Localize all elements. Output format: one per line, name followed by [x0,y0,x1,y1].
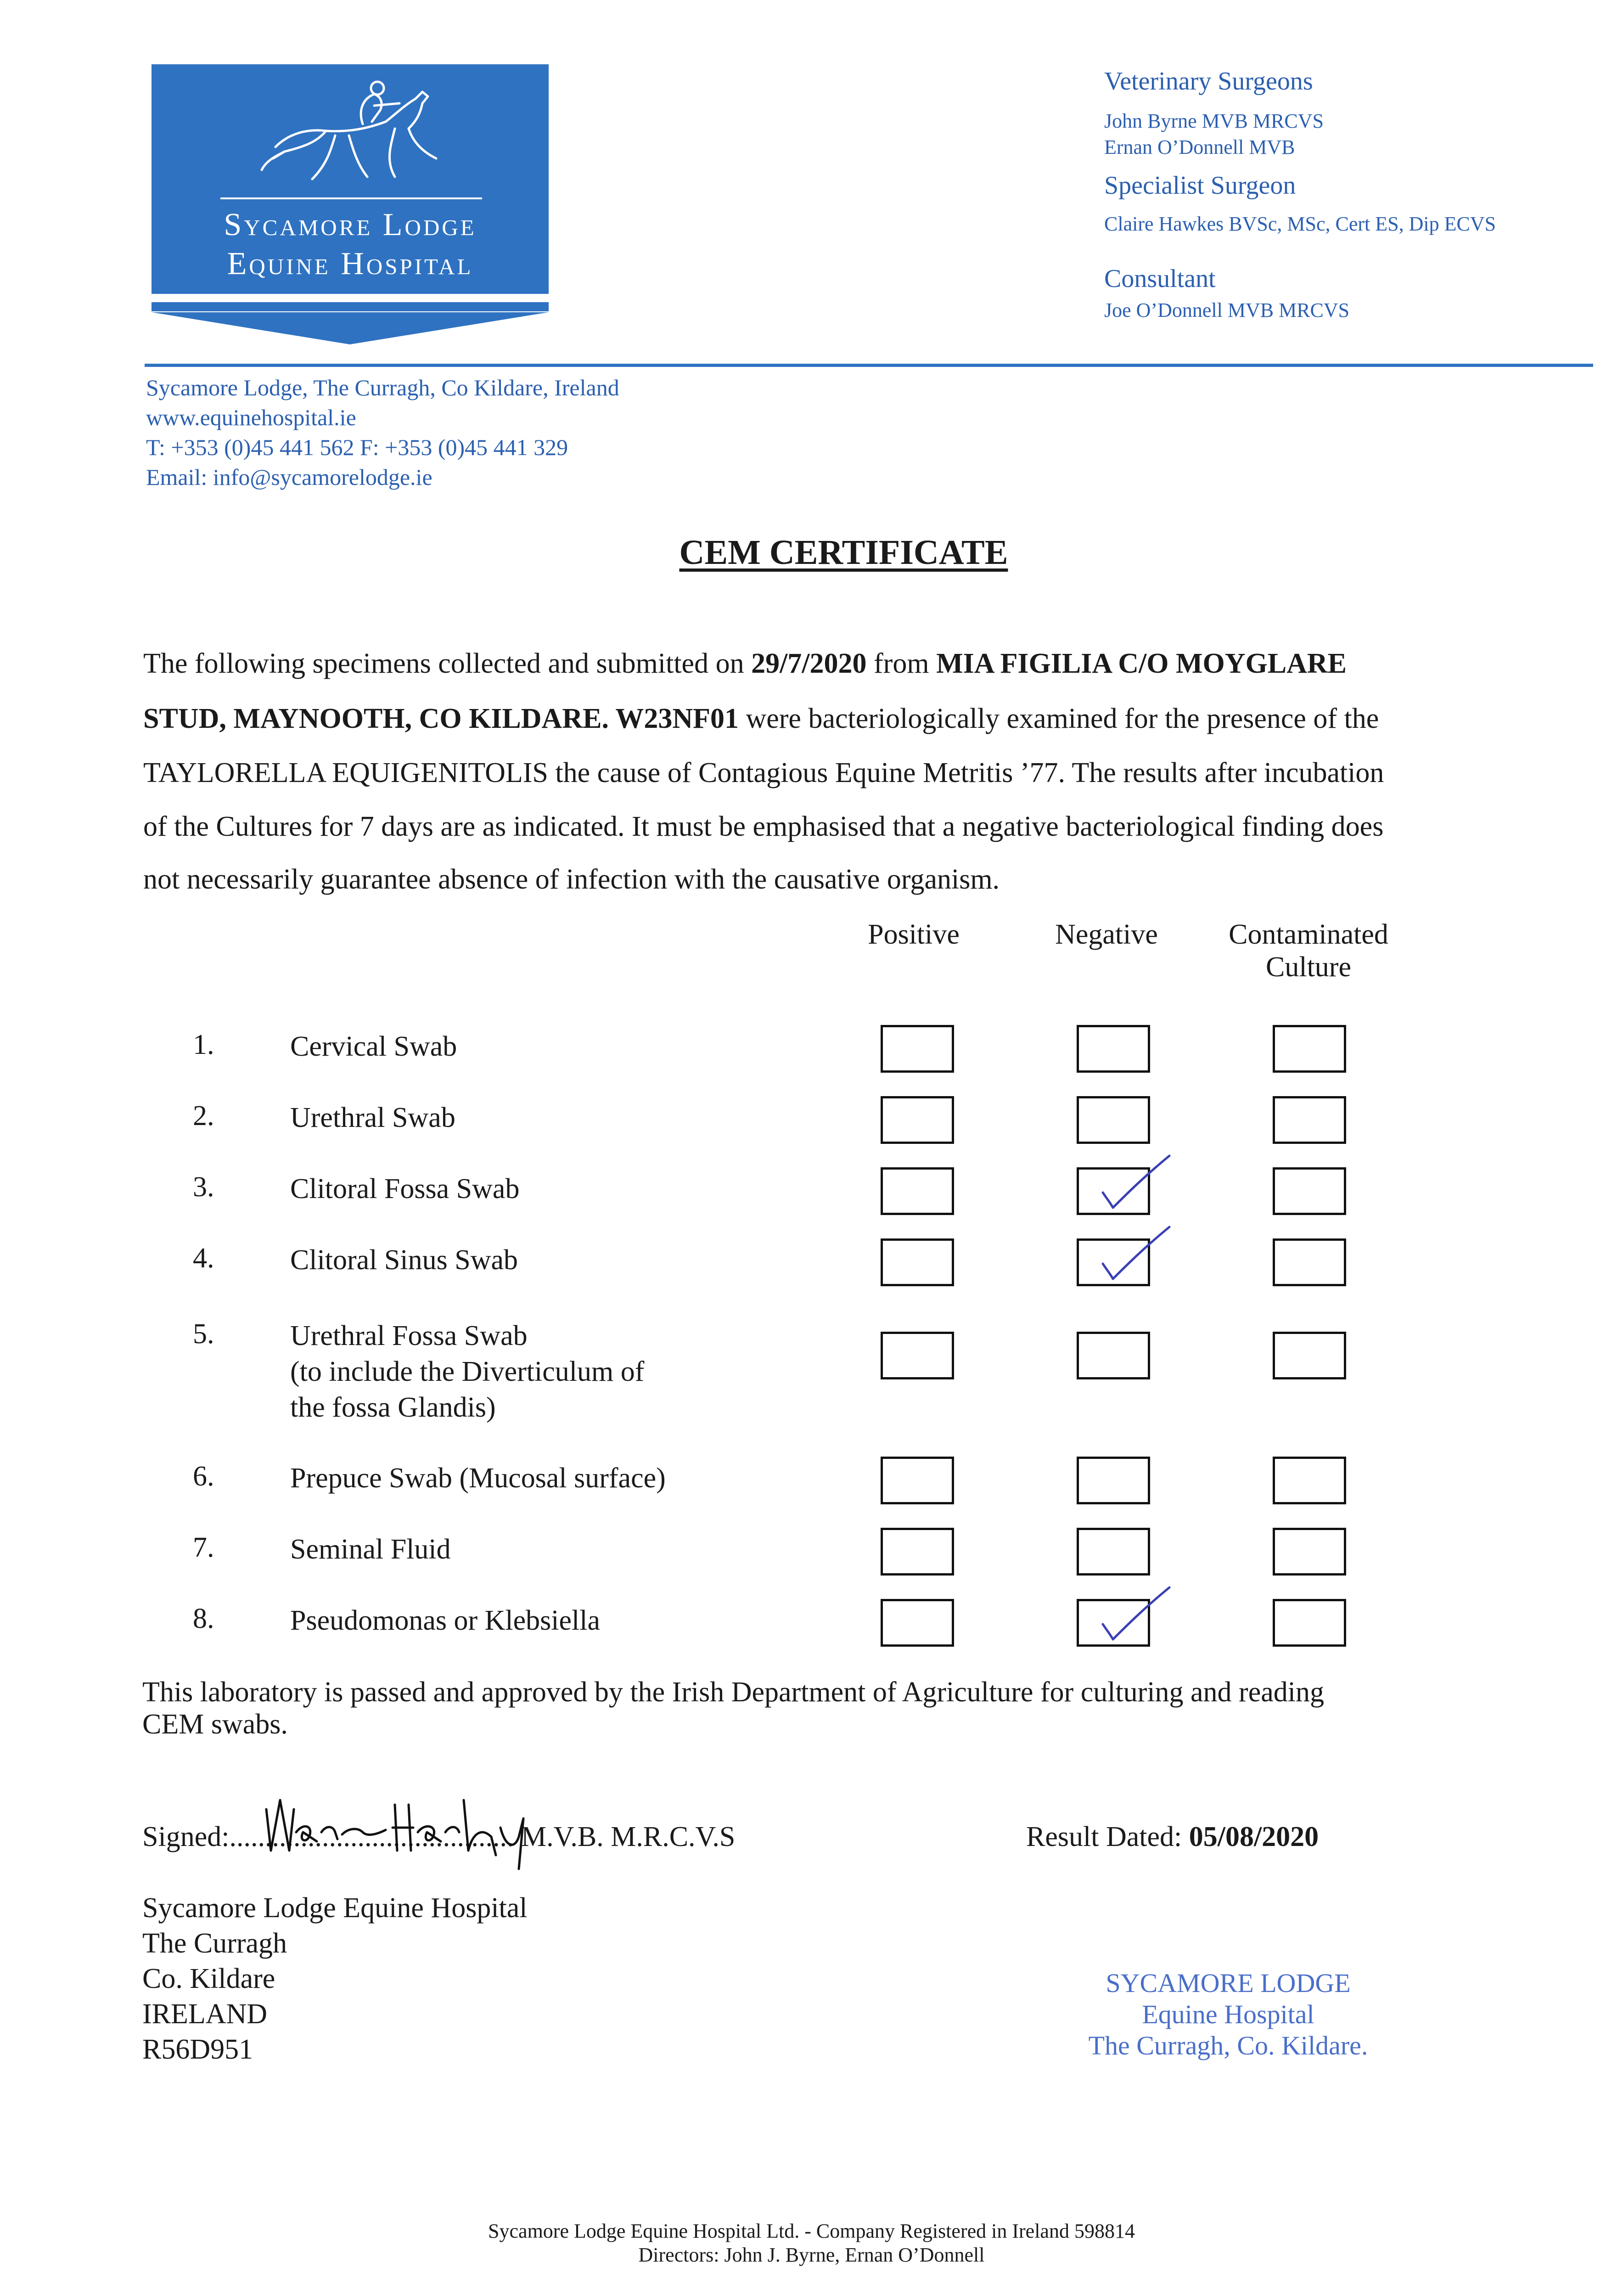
row-number: 4. [193,1243,214,1274]
positive-checkbox[interactable] [881,1238,954,1286]
specimen-label: Cervical Swab [290,1031,457,1062]
stamp-line: The Curragh, Co. Kildare. [1088,2031,1368,2060]
postal-line: IRELAND [142,1998,268,2030]
handwritten-signature [253,1782,574,1874]
positive-checkbox[interactable] [881,1025,954,1073]
header-divider [145,364,1593,367]
positive-checkbox[interactable] [881,1167,954,1215]
negative-checkbox[interactable] [1077,1167,1150,1215]
positive-checkbox[interactable] [881,1457,954,1504]
row-number: 1. [193,1029,214,1060]
intro-line-4: of the Cultures for 7 days are as indicated. It must be emphasised that a negative bacteriological finding does [143,811,1384,842]
row-number: 3. [193,1171,214,1203]
row-number: 7. [193,1532,214,1563]
row-number: 2. [193,1100,214,1131]
negative-checkbox[interactable] [1077,1457,1150,1504]
intro-line-1: The following specimens collected and submitted on 29/7/2020 from MIA FIGILIA C/O MOYGLARE [143,648,1347,679]
stamp-line: SYCAMORE LODGE [1106,1968,1351,1998]
specimen-label: Urethral Swab [290,1102,455,1133]
vet-1: John Byrne MVB MRCVS [1104,110,1324,132]
address-line: Sycamore Lodge, The Curragh, Co Kildare, Ireland [146,375,619,400]
postal-line: Sycamore Lodge Equine Hospital [142,1892,528,1924]
footer-line-1: Sycamore Lodge Equine Hospital Ltd. - Company Registered in Ireland 598814 [488,2220,1135,2242]
negative-checkbox[interactable] [1077,1096,1150,1144]
column-positive: Positive [868,919,960,950]
approval-line-1: This laboratory is passed and approved by the Irish Department of Agriculture for culturing and reading [142,1677,1324,1708]
contaminated-checkbox[interactable] [1273,1096,1346,1144]
positive-checkbox[interactable] [881,1332,954,1379]
logo-line-1: Sycamore Lodge [224,207,477,242]
phone-fax: T: +353 (0)45 441 562 F: +353 (0)45 441 329 [146,434,568,460]
positive-checkbox[interactable] [881,1096,954,1144]
specimen-label: Urethral Fossa Swab [290,1320,528,1351]
check-mark-icon [1075,1225,1172,1294]
negative-checkbox[interactable] [1077,1025,1150,1073]
specimen-label: Prepuce Swab (Mucosal surface) [290,1463,666,1494]
hospital-logo [152,64,549,294]
column-contaminated: Contaminated Culture [1229,919,1388,983]
negative-checkbox[interactable] [1077,1238,1150,1286]
specimen-label: (to include the Diverticulum of [290,1356,645,1387]
column-negative: Negative [1055,919,1158,950]
negative-checkbox[interactable] [1077,1599,1150,1647]
contaminated-checkbox[interactable] [1273,1332,1346,1379]
logo-line-2: Equine Hospital [227,246,473,281]
vet-2: Ernan O’Donnell MVB [1104,136,1295,158]
consultant-heading: Consultant [1104,264,1216,293]
negative-checkbox[interactable] [1077,1332,1150,1379]
specialist-heading: Specialist Surgeon [1104,171,1296,200]
contaminated-checkbox[interactable] [1273,1599,1346,1647]
stamp-line: Equine Hospital [1142,1999,1314,2029]
intro-line-2: STUD, MAYNOOTH, CO KILDARE. W23NF01 were bacteriologically examined for the presence of the [143,703,1379,734]
row-number: 6. [193,1461,214,1492]
check-mark-icon [1075,1585,1172,1654]
positive-checkbox[interactable] [881,1528,954,1576]
certificate-title: CEM CERTIFICATE [679,533,1008,572]
website: www.equinehospital.ie [146,405,356,430]
specimen-label: the fossa Glandis) [290,1392,496,1423]
signed-line: Signed:........................................ M.V.B. M.R.C.V.S [142,1821,736,1852]
footer-line-2: Directors: John J. Byrne, Ernan O’Donnell [638,2244,985,2266]
specimen-label: Seminal Fluid [290,1534,451,1565]
contaminated-checkbox[interactable] [1273,1167,1346,1215]
specimen-label: Clitoral Sinus Swab [290,1244,518,1276]
consultant-name: Joe O’Donnell MVB MRCVS [1104,299,1350,321]
vets-heading: Veterinary Surgeons [1104,67,1313,96]
contaminated-checkbox[interactable] [1273,1457,1346,1504]
contaminated-checkbox[interactable] [1273,1238,1346,1286]
specimen-label: Clitoral Fossa Swab [290,1173,520,1204]
intro-line-3: TAYLORELLA EQUIGENITOLIS the cause of Contagious Equine Metritis ’77. The results after incubation [143,757,1384,788]
intro-line-5: not necessarily guarantee absence of infection with the causative organism. [143,864,1000,895]
postal-line: The Curragh [142,1928,287,1959]
row-number: 5. [193,1318,214,1350]
positive-checkbox[interactable] [881,1599,954,1647]
email: Email: info@sycamorelodge.ie [146,464,432,490]
approval-line-2: CEM swabs. [142,1709,288,1740]
result-dated: Result Dated: 05/08/2020 [1026,1821,1319,1852]
postal-line: Co. Kildare [142,1963,275,1994]
contaminated-checkbox[interactable] [1273,1528,1346,1576]
check-mark-icon [1075,1154,1172,1222]
horse-jockey-icon [257,78,450,193]
row-number: 8. [193,1603,214,1634]
contaminated-checkbox[interactable] [1273,1025,1346,1073]
specialist-name: Claire Hawkes BVSc, MSc, Cert ES, Dip ECVS [1104,213,1496,235]
negative-checkbox[interactable] [1077,1528,1150,1576]
specimen-label: Pseudomonas or Klebsiella [290,1605,601,1636]
postal-line: R56D951 [142,2034,253,2065]
